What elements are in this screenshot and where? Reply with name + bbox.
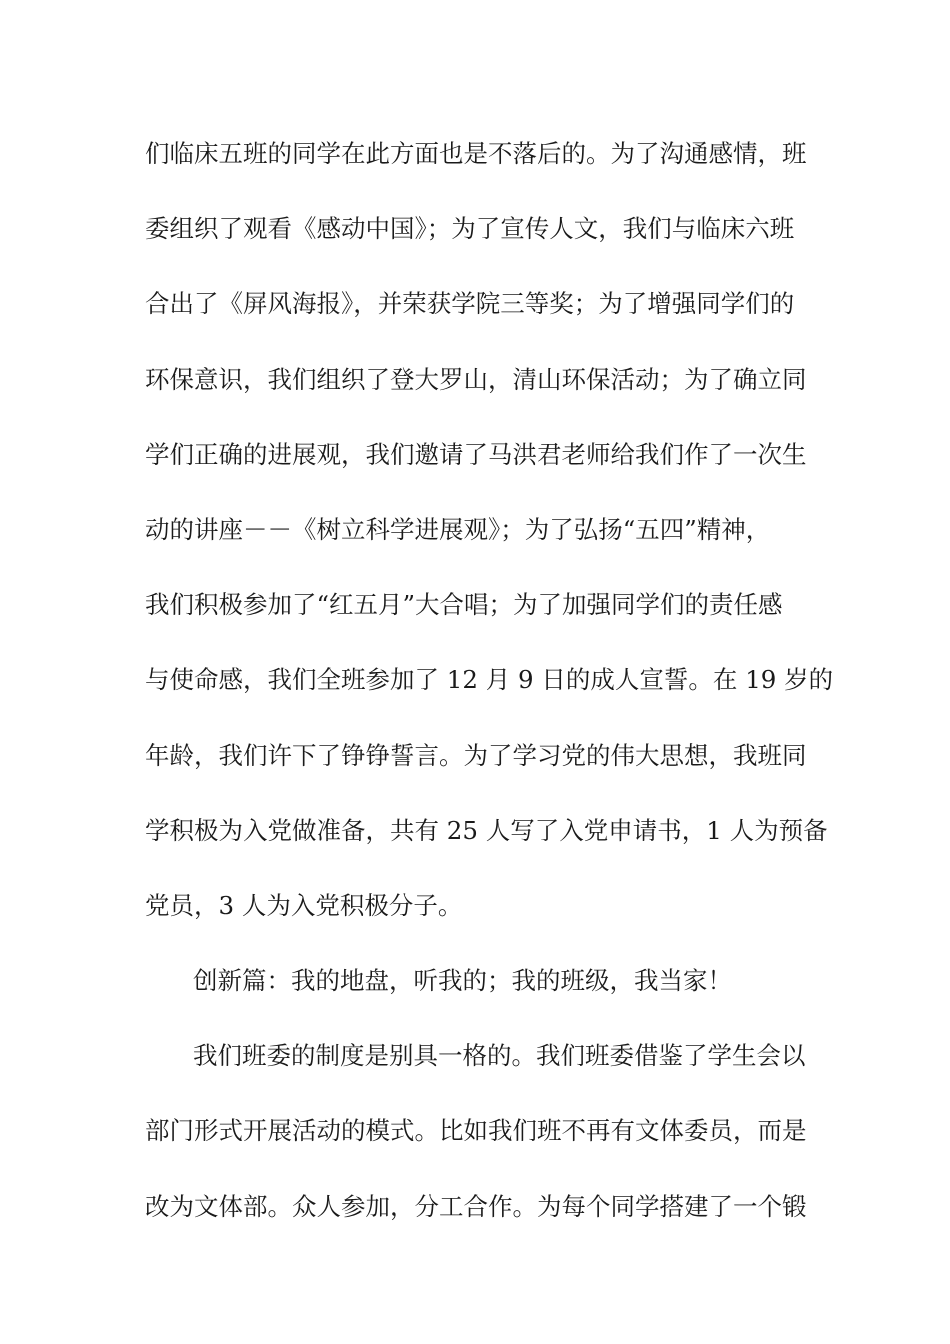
text-line: 党员，3 人为入党积极分子。 <box>145 890 463 920</box>
document-body <box>145 133 834 1261</box>
text-line: 改为文体部。众人参加，分工合作。为每个同学搭建了一个锻 <box>145 1191 807 1221</box>
text-line: 部门形式开展活动的模式。比如我们班不再有文体委员，而是 <box>145 1116 807 1146</box>
text-line: 我们积极参加了“红五月”大合唱；为了加强同学们的责任感 <box>145 590 783 620</box>
text-line: 年龄，我们许下了铮铮誓言。为了学习党的伟大思想，我班同 <box>145 740 807 770</box>
text-line: 我们班委的制度是别具一格的。我们班委借鉴了学生会以 <box>193 1041 806 1071</box>
text-line: 们临床五班的同学在此方面也是不落后的。为了沟通感情，班 <box>145 139 807 168</box>
text-line: 动的讲座－－《树立科学进展观》；为了弘扬“五四”精神， <box>145 514 771 544</box>
text-line: 与使命感，我们全班参加了 12 月 9 日的成人宣誓。在 19 岁的 <box>145 665 834 695</box>
text-line: 学们正确的进展观，我们邀请了马洪君老师给我们作了一次生 <box>145 439 807 469</box>
text-line: 学积极为入党做准备，共有 25 人写了入党申请书，1 人为预备 <box>145 815 828 845</box>
text-line: 合出了《屏风海报》，并荣获学院三等奖；为了增强同学们的 <box>145 289 795 319</box>
text-line: 环保意识，我们组织了登大罗山，清山环保活动；为了确立同 <box>145 364 807 394</box>
text-line: 委组织了观看《感动中国》；为了宣传人文，我们与临床六班 <box>145 214 795 244</box>
section-heading: 创新篇：我的地盘，听我的；我的班级，我当家！ <box>193 966 732 996</box>
